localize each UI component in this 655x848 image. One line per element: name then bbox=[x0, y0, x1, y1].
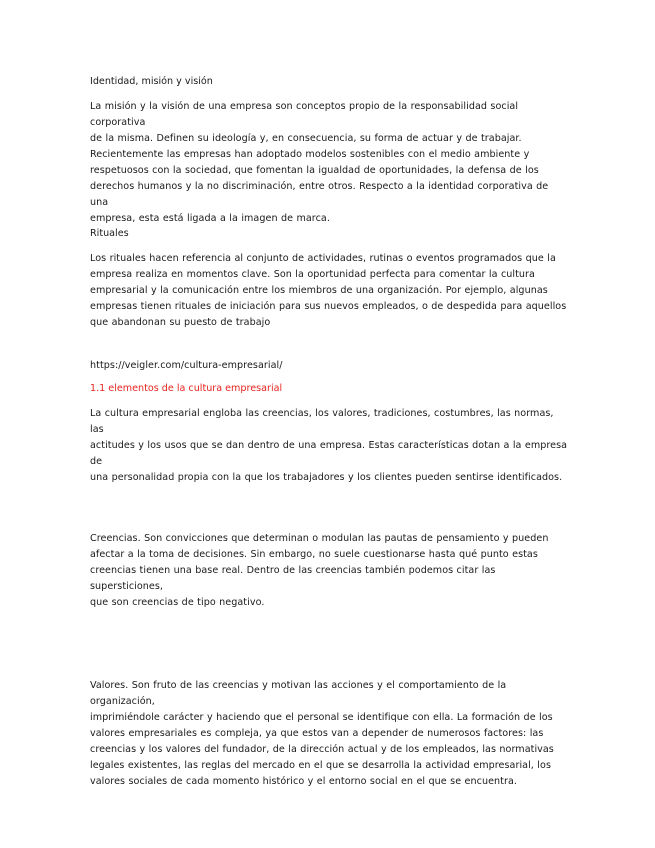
section-elementos bbox=[90, 381, 568, 486]
text-line: Los rituales hacen referencia al conjunto de actividades, rutinas o eventos programados que la bbox=[90, 253, 556, 264]
section-identidad bbox=[90, 74, 568, 227]
text-line: empresa realiza en momentos clave. Son la oportunidad perfecta para comentar la cultura bbox=[90, 269, 535, 280]
section-creencias bbox=[90, 531, 568, 611]
text-line: actitudes y los usos que se dan dentro de una empresa. Estas características dotan a la empresa de bbox=[90, 440, 568, 467]
text-line: La misión y la visión de una empresa son conceptos propio de la responsabilidad social corporativa bbox=[90, 101, 519, 128]
text-line: valores sociales de cada momento histórico y el entorno social en el que se encuentra. bbox=[90, 776, 518, 787]
text-line: imprimiéndole carácter y haciendo que el personal se identifique con ella. La formación de los bbox=[90, 712, 553, 723]
section-rituales bbox=[90, 226, 568, 331]
paragraph-rituales bbox=[90, 251, 568, 331]
text-line: legales existentes, las reglas del mercado en el que se desarrolla la actividad empresarial, los bbox=[90, 760, 551, 771]
text-line: creencias tienen una base real. Dentro de las creencias también podemos citar las supersticiones, bbox=[90, 565, 496, 592]
text-line: empresas tienen rituales de iniciación para sus nuevos empleados, o de despedida para aquellos bbox=[90, 301, 567, 312]
section-valores bbox=[90, 678, 568, 790]
paragraph-elementos bbox=[90, 406, 568, 486]
heading-rituales: Rituales bbox=[90, 228, 129, 239]
heading-elementos: 1.1 elementos de la cultura empresarial bbox=[90, 383, 283, 394]
paragraph-identidad bbox=[90, 99, 568, 227]
text-line: afectar a la toma de decisiones. Sin embargo, no suele cuestionarse hasta qué punto estas bbox=[90, 549, 538, 560]
text-line: Recientemente las empresas han adoptado modelos sostenibles con el medio ambiente y bbox=[90, 149, 530, 160]
text-line: que abandonan su puesto de trabajo bbox=[90, 317, 271, 328]
text-line: de la misma. Definen su ideología y, en consecuencia, su forma de actuar y de trabajar. bbox=[90, 133, 522, 144]
text-line: respetuosos con la sociedad, que fomentan la igualdad de oportunidades, la defensa de los bbox=[90, 165, 539, 176]
text-line: Valores. Son fruto de las creencias y motivan las acciones y el comportamiento de la organización, bbox=[90, 680, 507, 707]
text-line: La cultura empresarial engloba las creencias, los valores, tradiciones, costumbres, las normas, las bbox=[90, 408, 554, 435]
text-line: valores empresariales es compleja, ya que estos van a depender de numerosos factores: las bbox=[90, 728, 544, 739]
source-link-block bbox=[90, 358, 568, 374]
text-line: que son creencias de tipo negativo. bbox=[90, 597, 265, 608]
text-line: empresarial y la comunicación entre los miembros de una organización. Por ejemplo, algunas bbox=[90, 285, 548, 296]
text-line: derechos humanos y la no discriminación, entre otros. Respecto a la identidad corporativa de una bbox=[90, 181, 549, 208]
text-line: una personalidad propia con la que los trabajadores y los clientes pueden sentirse identificados. bbox=[90, 472, 563, 483]
text-line: empresa, esta está ligada a la imagen de marca. bbox=[90, 213, 330, 224]
heading-identidad: Identidad, misión y visión bbox=[90, 76, 213, 87]
source-url[interactable]: https://veigler.com/cultura-empresarial/ bbox=[90, 360, 283, 371]
text-line: creencias y los valores del fundador, de la dirección actual y de los empleados, las normativas bbox=[90, 744, 554, 755]
text-line: Creencias. Son convicciones que determinan o modulan las pautas de pensamiento y pueden bbox=[90, 533, 549, 544]
